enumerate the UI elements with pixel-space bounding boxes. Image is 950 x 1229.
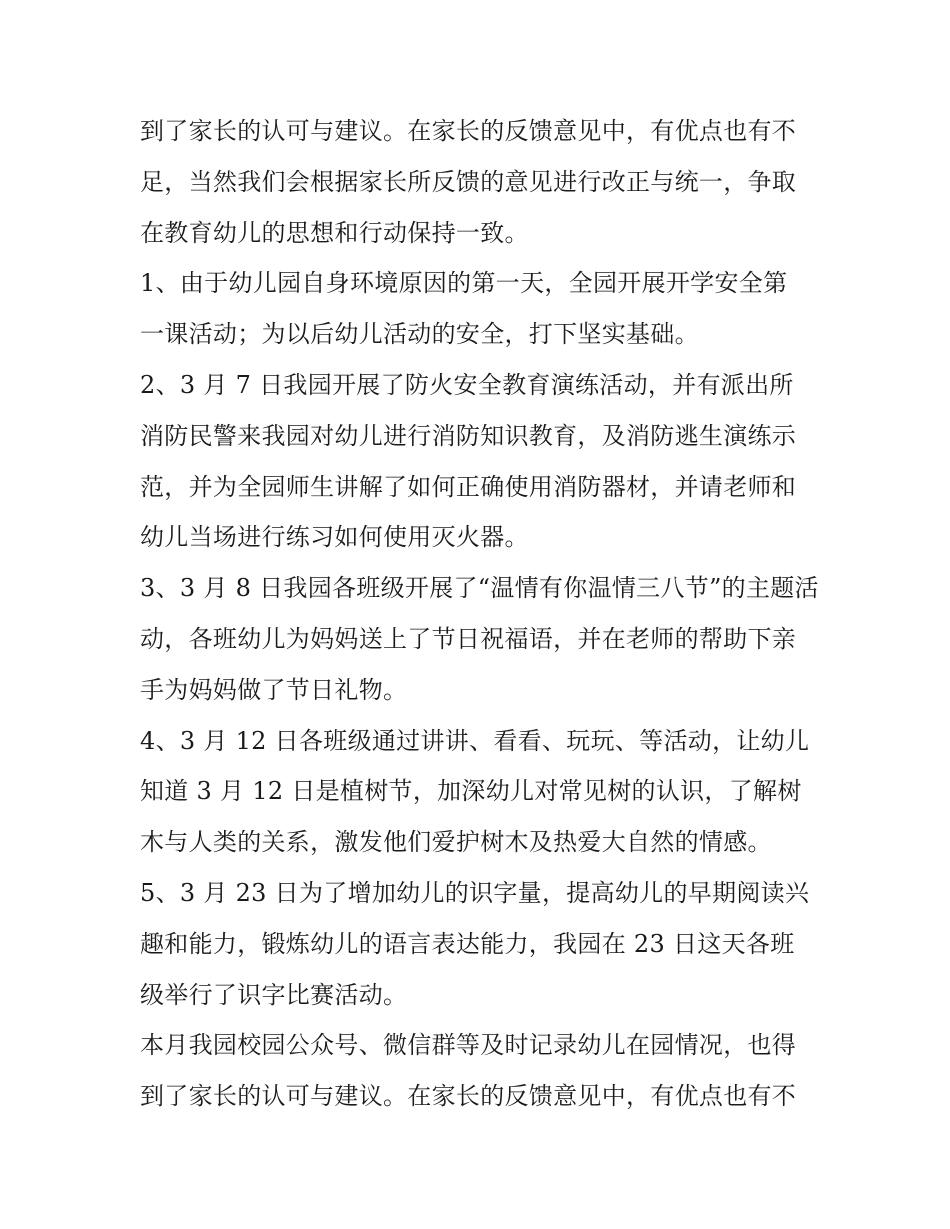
text-line: 级举行了识字比赛活动。: [140, 980, 408, 1009]
text-line: 木与人类的关系，激发他们爱护树木及热爱大自然的情感。: [140, 828, 772, 857]
text-line: 本月我园校园公众号、微信群等及时记录幼儿在园情况，也得: [140, 1031, 797, 1060]
text-line: 在教育幼儿的思想和行动保持一致。: [140, 218, 529, 247]
text-line: 3、3 月 8 日我园各班级开展了“温情有你温情三八节”的主题活: [140, 574, 819, 603]
text-line: 2、3 月 7 日我园开展了防火安全教育演练活动，并有派出所: [140, 370, 794, 399]
text-line: 到了家长的认可与建议。在家长的反馈意见中，有优点也有不: [140, 117, 797, 145]
text-line: 一课活动；为以后幼儿活动的安全，打下坚实基础。: [140, 320, 699, 349]
text-line: 范，并为全园师生讲解了如何正确使用消防器材，并请老师和: [140, 472, 797, 501]
text-line: 4、3 月 12 日各班级通过讲讲、看看、玩玩、等活动，让幼儿: [140, 726, 810, 755]
text-line: 到了家长的认可与建议。在家长的反馈意见中，有优点也有不: [140, 1082, 797, 1111]
text-line: 手为妈妈做了节日礼物。: [140, 675, 408, 704]
text-line: 趣和能力，锻炼幼儿的语言表达能力，我园在 23 日这天各班: [140, 929, 795, 958]
text-line: 足，当然我们会根据家长所反馈的意见进行改正与统一，争取: [140, 167, 797, 196]
text-line: 知道 3 月 12 日是植树节，加深幼儿对常见树的认识，了解树: [140, 777, 802, 806]
body-text: [140, 106, 820, 1122]
text-line: 消防民警来我园对幼儿进行消防知识教育，及消防逃生演练示: [140, 421, 797, 450]
text-line: 动，各班幼儿为妈妈送上了节日祝福语，并在老师的帮助下亲: [140, 624, 797, 653]
text-line: 5、3 月 23 日为了增加幼儿的识字量，提高幼儿的早期阅读兴: [140, 878, 810, 907]
text-line: 1、由于幼儿园自身环境原因的第一天，全园开展开学安全第: [140, 269, 788, 298]
text-line: 幼儿当场进行练习如何使用灭火器。: [140, 523, 529, 552]
